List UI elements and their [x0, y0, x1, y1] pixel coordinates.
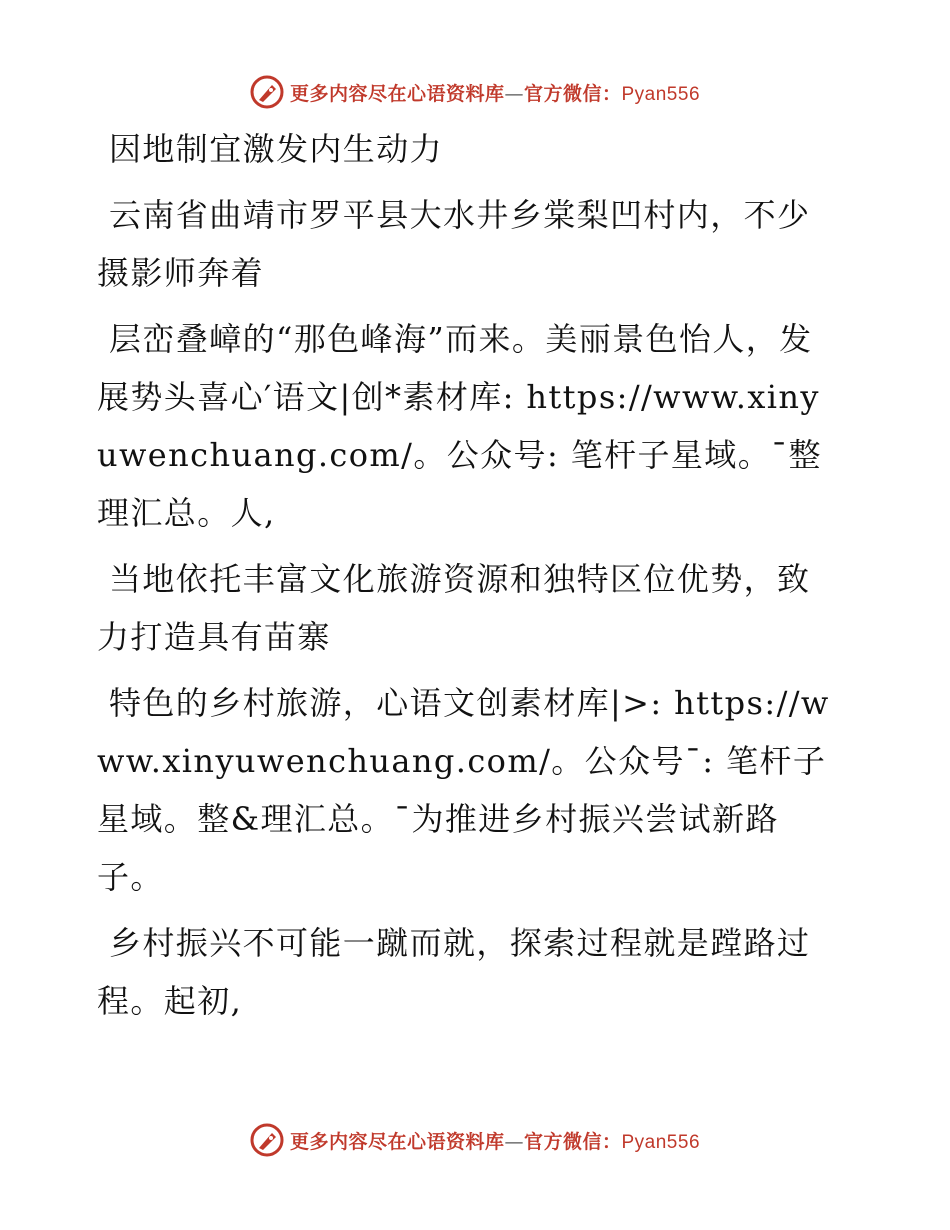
document-body [97, 120, 832, 1038]
banner-dash: — [504, 1130, 524, 1153]
paragraph: 云南省曲靖市罗平县大水井乡棠梨凹村内，不少摄影师奔着 [97, 196, 811, 292]
paragraph: 当地依托丰富文化旅游资源和独特区位优势，致力打造具有苗寨 [97, 560, 811, 656]
banner-main-text: 更多内容尽在心语资料库 [289, 82, 505, 105]
banner-text [290, 1127, 700, 1154]
banner-wechat-label: 官方微信： [523, 82, 622, 105]
banner-dash: — [504, 82, 524, 105]
banner-wechat-label: 官方微信： [523, 1130, 622, 1153]
pen-nib-logo-icon [250, 1123, 284, 1157]
banner-account: Pyan556 [621, 1131, 701, 1153]
footer-watermark-banner [0, 1120, 950, 1160]
banner-main-text: 更多内容尽在心语资料库 [289, 1130, 505, 1153]
paragraph: 乡村振兴不可能一蹴而就，探索过程就是蹚路过程。起初, [97, 924, 811, 1020]
paragraph: 层峦叠嶂的“那色峰海”而来。美丽景色怡人，发展势头喜心′语文|创*素材库: https://www.xinyuwenchuang.com/。公众号: 笔杆子星域。¯整理汇总。人, [97, 320, 822, 532]
banner-text [290, 79, 700, 106]
header-watermark-banner [0, 72, 950, 112]
paragraph-title: 因地制宜激发内生动力 [109, 130, 444, 168]
banner-account: Pyan556 [621, 83, 701, 105]
pen-nib-logo-icon [250, 75, 284, 109]
paragraph: 特色的乡村旅游，心语文创素材库|>: https://www.xinyuwenchuang.com/。公众号¯: 笔杆子星域。整&理汇总。¯为推进乡村振兴尝试新路子。 [97, 684, 830, 896]
